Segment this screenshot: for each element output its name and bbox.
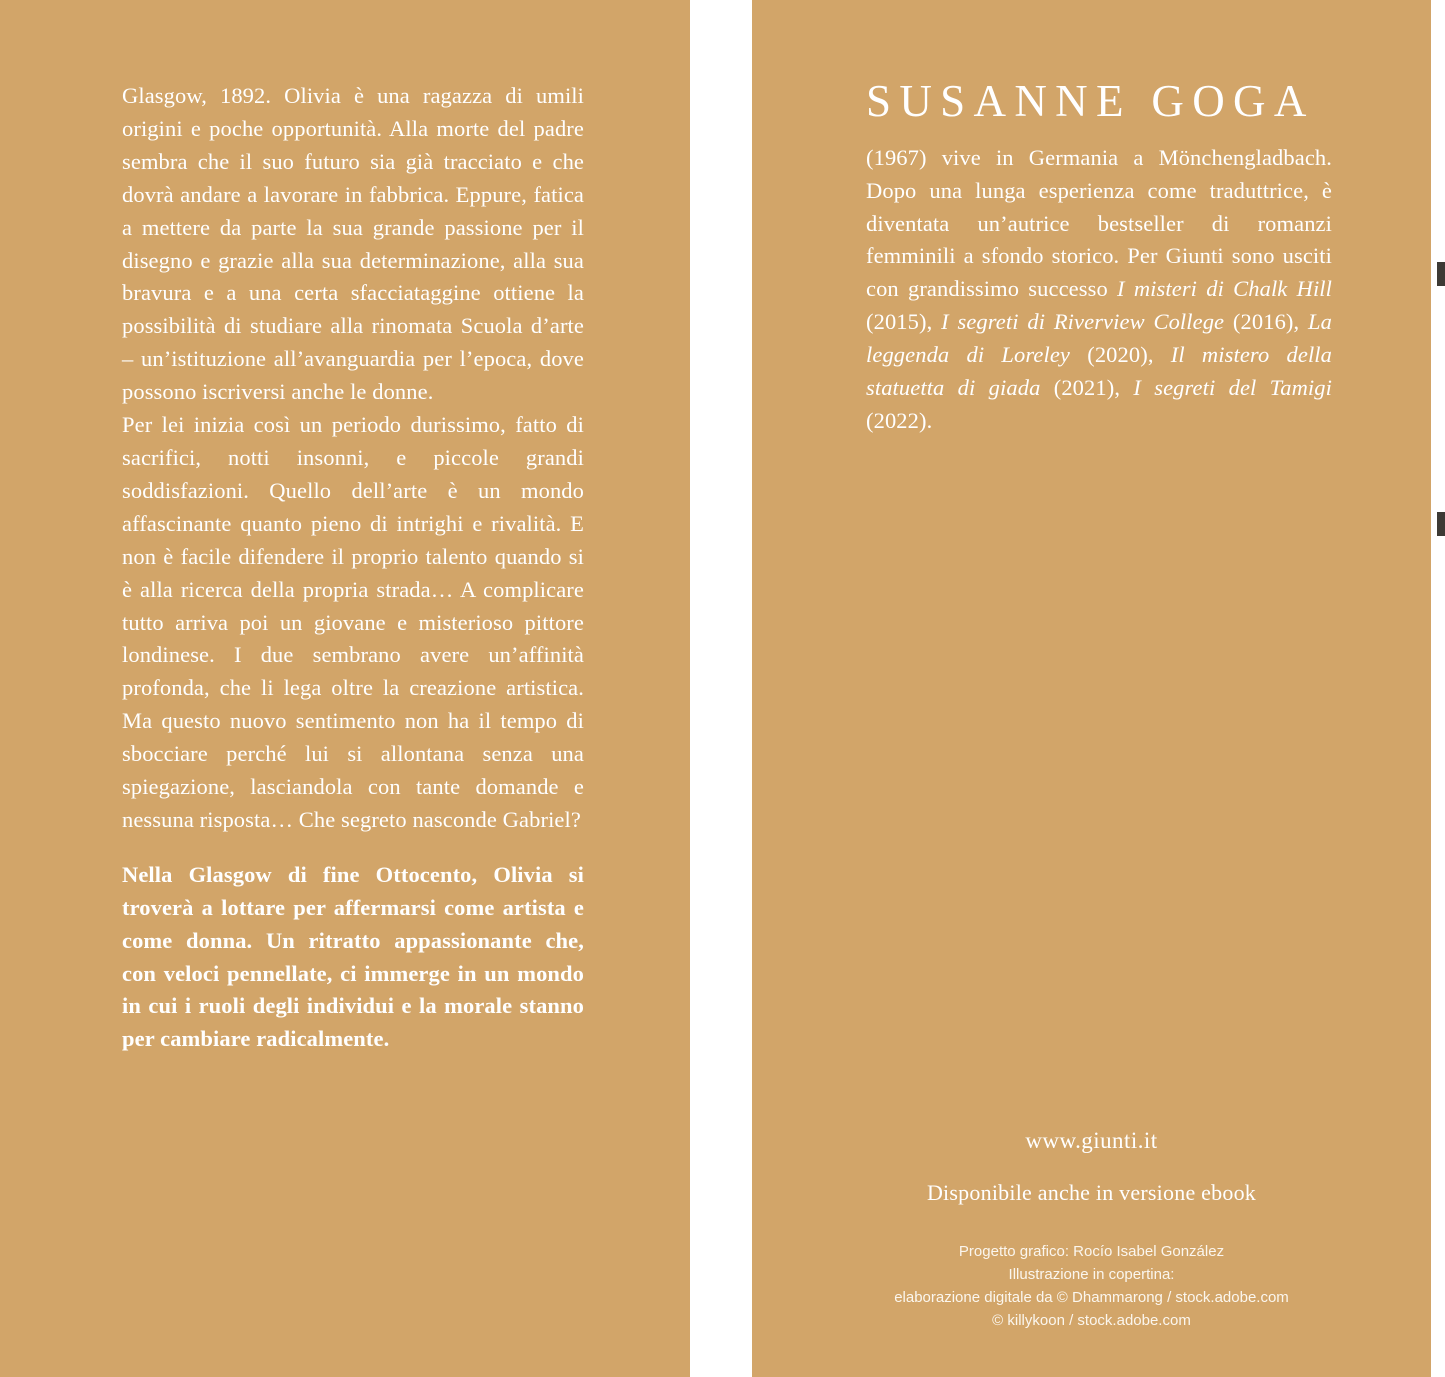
book-title-chalk-hill: I misteri di Chalk Hill <box>1117 276 1332 302</box>
credit-line-graphic-design: Progetto grafico: Rocío Isabel González <box>958 1243 1225 1260</box>
book-title-loreley: La leggenda di Loreley <box>866 309 1332 368</box>
bio-text-segment: (2022). <box>866 408 933 433</box>
synopsis-highlight-paragraph: Nella Glasgow di fine Ottocento, Olivia si troverà a lottare per affermarsi come artista e come donna. Un ritratto appassionante che, con veloci pennellate, ci immerge in un mondo in cui i ruoli degli individui e la morale stanno per cambiare radicalmente. <box>122 861 584 1052</box>
synopsis-paragraph-1: Glasgow, 1892. Olivia è una ragazza di umili origini e poche opportunità. Alla morte del padre sembra che il suo futuro sia già tracciato e che dovrà andare a lavorare in fabbrica. Eppure, fatica a mettere da parte la sua grande passione per il disegno e grazie alla sua determinazione, alla sua bravura e a una certa sfacciataggine ottiene la possibilità di studiare alla rinomata Scuola d’arte – un’istituzione all’avanguardia per l’epoca, dove possono iscriversi anche le donne. <box>122 83 584 405</box>
left-flap-panel <box>0 0 690 1377</box>
right-flap-panel <box>752 0 1431 1377</box>
bio-text-segment: (2016), <box>1224 309 1309 335</box>
synopsis-section <box>122 80 584 1056</box>
page-edge-mark <box>1437 512 1445 536</box>
credit-line-cover-illustration: Illustrazione in copertina: <box>1008 1266 1175 1283</box>
synopsis-paragraph-2: Per lei inizia così un periodo durissimo, fatto di sacrifici, notti insonni, e piccole grandi soddisfazioni. Quello dell’arte è un mondo affascinante quanto pieno di intrighi e rivalità. E non è facile difendere il proprio talento quando si è alla ricerca della propria strada… A complicare tutto arriva poi un giovane e misterioso pittore londinese. I due sembrano avere un’affinità profonda, che li lega oltre la creazione artistica. Ma questo nuovo sentimento non ha il tempo di sbocciare perché lui si allontana senza una spiegazione, lasciandola con tante domande e nessuna risposta… Che segreto nasconde Gabriel? <box>122 412 584 832</box>
bio-text-segment: (2021), <box>1040 375 1134 401</box>
author-section <box>866 76 1332 438</box>
book-title-statuetta-di-giada: Il mistero della statuetta di giada <box>866 342 1332 401</box>
credit-line-digital-elaboration: elaborazione digitale da © Dhammarong / stock.adobe.com <box>894 1289 1289 1306</box>
bio-text-segment: (2015), <box>866 309 942 335</box>
credits-block <box>752 1240 1431 1332</box>
publisher-website: www.giunti.it <box>1025 1128 1158 1153</box>
author-name: SUSANNE GOGA <box>866 76 1315 126</box>
author-bio <box>866 142 1332 438</box>
credit-line-stock-photo: © killykoon / stock.adobe.com <box>992 1312 1191 1329</box>
bio-text-segment: (2020), <box>1070 342 1171 368</box>
book-title-tamigi: I segreti del Tamigi <box>1133 375 1332 401</box>
bio-text-segment: (1967) vive in Germania a Mönchengladbach. Dopo una lunga esperienza come traduttrice, è diventata un’autrice bestseller di romanzi femminili a sfondo storico. Per Giunti sono usciti con grandissimo successo <box>866 144 1332 302</box>
page-edge-mark <box>1437 262 1445 286</box>
book-title-riverview-college: I segreti di Riverview College <box>941 309 1225 335</box>
ebook-availability-note: Disponibile anche in versione ebook <box>926 1180 1257 1205</box>
